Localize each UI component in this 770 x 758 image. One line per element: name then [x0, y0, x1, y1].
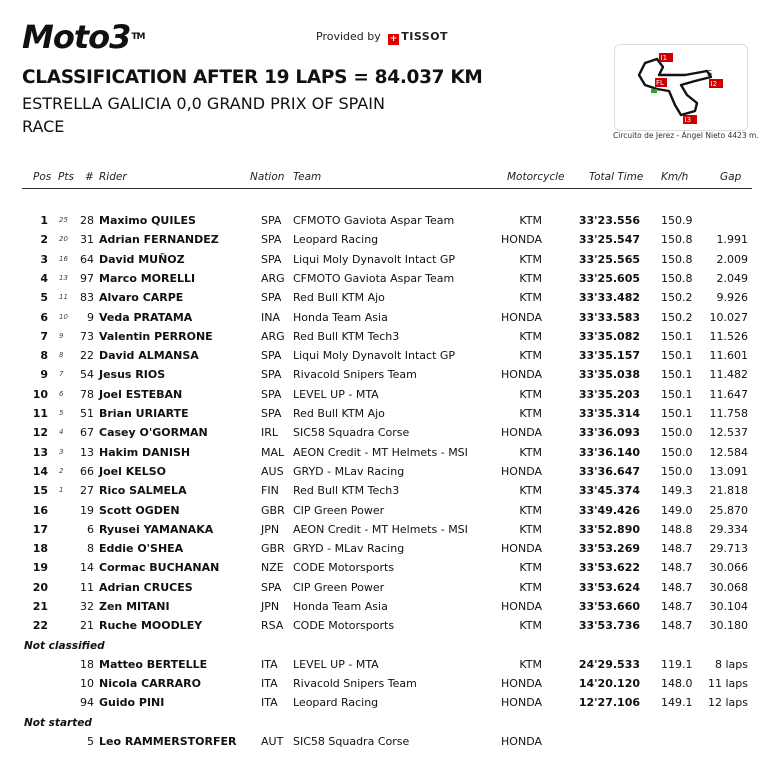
- cell-time: 33'35.157: [578, 349, 640, 362]
- cell-time: 33'35.082: [578, 330, 640, 343]
- cell-moto: KTM: [519, 272, 542, 285]
- cell-gap: 11.758: [709, 407, 748, 420]
- table-row: [0, 694, 770, 713]
- cell-time: 33'53.624: [578, 581, 640, 594]
- svg-text:I3: I3: [684, 116, 692, 124]
- cell-num: 64: [80, 253, 94, 266]
- cell-kmh: 148.7: [661, 600, 693, 613]
- cell-time: 33'49.426: [578, 504, 640, 517]
- cell-gap: 12.584: [709, 446, 748, 459]
- cell-kmh: 119.1: [661, 658, 693, 671]
- cell-kmh: 148.7: [661, 561, 693, 574]
- cell-pts: 6: [59, 390, 64, 398]
- cell-gap: 29.713: [709, 542, 748, 555]
- cell-nation: ARG: [261, 330, 285, 343]
- cell-rider: David MUÑOZ: [99, 253, 185, 266]
- cell-num: 67: [80, 426, 94, 439]
- cell-kmh: 150.1: [661, 388, 693, 401]
- cell-team: SIC58 Squadra Corse: [293, 735, 410, 748]
- cell-team: Red Bull KTM Tech3: [293, 330, 400, 343]
- cell-moto: HONDA: [501, 311, 542, 324]
- cell-team: Rivacold Snipers Team: [293, 368, 417, 381]
- cell-moto: KTM: [519, 619, 542, 632]
- cell-moto: HONDA: [501, 233, 542, 246]
- cell-pts: 5: [59, 409, 64, 417]
- table-row: [0, 386, 770, 405]
- cell-gap: 11.647: [709, 388, 748, 401]
- cell-nation: MAL: [261, 446, 285, 459]
- cell-moto: HONDA: [501, 600, 542, 613]
- cell-team: AEON Credit - MT Helmets - MSI: [293, 446, 468, 459]
- table-row: [0, 231, 770, 250]
- table-row: [0, 675, 770, 694]
- cell-nation: JPN: [261, 600, 280, 613]
- table-row: [0, 405, 770, 424]
- cell-rider: David ALMANSA: [99, 349, 199, 362]
- cell-pts: 13: [59, 274, 68, 282]
- cell-moto: KTM: [519, 407, 542, 420]
- cell-moto: KTM: [519, 388, 542, 401]
- cell-pos: 8: [40, 349, 48, 362]
- cell-moto: KTM: [519, 523, 542, 536]
- cell-gap: 12 laps: [707, 696, 748, 709]
- cell-pts: 9: [59, 332, 64, 340]
- cell-nation: SPA: [261, 214, 282, 227]
- cell-num: 5: [87, 735, 94, 748]
- cell-rider: Alvaro CARPE: [99, 291, 184, 304]
- cell-nation: AUS: [261, 465, 284, 478]
- cell-pos: 14: [32, 465, 48, 478]
- col-num: #: [85, 171, 94, 183]
- cell-nation: NZE: [261, 561, 284, 574]
- cell-time: 33'35.314: [578, 407, 640, 420]
- col-kmh: Km/h: [661, 171, 689, 183]
- table-row: [0, 502, 770, 521]
- cell-team: Red Bull KTM Ajo: [293, 291, 385, 304]
- event-name: ESTRELLA GALICIA 0,0 GRAND PRIX OF SPAIN: [22, 94, 385, 113]
- table-row: [0, 251, 770, 270]
- cell-team: GRYD - MLav Racing: [293, 542, 405, 555]
- cell-num: 19: [80, 504, 94, 517]
- cell-pos: 11: [32, 407, 48, 420]
- cell-pos: 13: [32, 446, 48, 459]
- cell-rider: Veda PRATAMA: [99, 311, 193, 324]
- cell-kmh: 150.1: [661, 368, 693, 381]
- table-row: [0, 270, 770, 289]
- cell-nation: GBR: [261, 504, 285, 517]
- cell-num: 54: [80, 368, 94, 381]
- cell-time: 33'35.203: [578, 388, 640, 401]
- cell-kmh: 148.7: [661, 542, 693, 555]
- cell-time: 12'27.106: [578, 696, 640, 709]
- cell-team: Rivacold Snipers Team: [293, 677, 417, 690]
- cell-moto: HONDA: [501, 735, 542, 748]
- cell-gap: 2.049: [716, 272, 748, 285]
- cell-team: CIP Green Power: [293, 581, 385, 594]
- cell-pos: 19: [32, 561, 48, 574]
- cell-gap: 29.334: [709, 523, 748, 536]
- cell-rider: Brian URIARTE: [99, 407, 189, 420]
- cell-team: Leopard Racing: [293, 696, 379, 709]
- cell-pts: 11: [59, 293, 68, 301]
- cell-nation: IRL: [261, 426, 279, 439]
- cell-rider: Matteo BERTELLE: [99, 658, 208, 671]
- cell-team: Liqui Moly Dynavolt Intact GP: [293, 253, 456, 266]
- svg-text:I1: I1: [660, 54, 668, 62]
- cell-time: 33'36.140: [578, 446, 640, 459]
- cell-num: 18: [80, 658, 94, 671]
- cell-gap: 1.991: [716, 233, 748, 246]
- cell-gap: 30.066: [709, 561, 748, 574]
- cell-nation: SPA: [261, 581, 282, 594]
- cell-rider: Scott OGDEN: [99, 504, 180, 517]
- cell-pts: 3: [59, 448, 64, 456]
- cell-pts: 1: [59, 486, 64, 494]
- cell-pos: 12: [32, 426, 48, 439]
- cell-team: Honda Team Asia: [293, 311, 388, 324]
- cell-rider: Cormac BUCHANAN: [99, 561, 220, 574]
- cell-nation: FIN: [261, 484, 279, 497]
- cell-moto: KTM: [519, 561, 542, 574]
- cell-pos: 5: [40, 291, 48, 304]
- cell-nation: SPA: [261, 368, 282, 381]
- cell-num: 13: [80, 446, 94, 459]
- cell-moto: KTM: [519, 658, 542, 671]
- cell-pos: 15: [32, 484, 48, 497]
- cell-time: 14'20.120: [578, 677, 640, 690]
- circuit-map: [614, 44, 748, 131]
- cell-pos: 4: [40, 272, 48, 285]
- cell-rider: Nicola CARRARO: [99, 677, 201, 690]
- table-row: [0, 328, 770, 347]
- circuit-map-icon: [615, 45, 747, 130]
- circuit-caption: Circuito de Jerez - Ángel Nieto 4423 m.: [613, 131, 759, 140]
- svg-text:FL: FL: [656, 79, 664, 87]
- cell-nation: INA: [261, 311, 280, 324]
- cell-moto: HONDA: [501, 542, 542, 555]
- svg-text:I2: I2: [710, 80, 718, 88]
- cell-team: LEVEL UP - MTA: [293, 388, 379, 401]
- cell-time: 33'36.647: [578, 465, 640, 478]
- cell-time: 24'29.533: [578, 658, 640, 671]
- cell-kmh: 150.9: [661, 214, 693, 227]
- table-row: [0, 598, 770, 617]
- cell-time: 33'53.269: [578, 542, 640, 555]
- cell-nation: RSA: [261, 619, 284, 632]
- cell-team: Liqui Moly Dynavolt Intact GP: [293, 349, 456, 362]
- cell-rider: Rico SALMELA: [99, 484, 187, 497]
- cell-nation: AUT: [261, 735, 284, 748]
- cell-team: Honda Team Asia: [293, 600, 388, 613]
- cell-gap: 12.537: [709, 426, 748, 439]
- cell-time: 33'53.736: [578, 619, 640, 632]
- cell-gap: 11 laps: [707, 677, 748, 690]
- col-pos: Pos: [33, 171, 52, 183]
- cell-moto: HONDA: [501, 696, 542, 709]
- svg-text:S: S: [707, 69, 713, 78]
- cell-gap: 21.818: [709, 484, 748, 497]
- cell-rider: Joel ESTEBAN: [99, 388, 183, 401]
- cell-time: 33'36.093: [578, 426, 640, 439]
- cell-num: 51: [80, 407, 94, 420]
- cell-gap: 25.870: [709, 504, 748, 517]
- cell-rider: Casey O'GORMAN: [99, 426, 208, 439]
- cell-rider: Eddie O'SHEA: [99, 542, 184, 555]
- cell-num: 6: [87, 523, 94, 536]
- cell-time: 33'35.038: [578, 368, 640, 381]
- cell-team: SIC58 Squadra Corse: [293, 426, 410, 439]
- cell-moto: KTM: [519, 484, 542, 497]
- moto3-logo: Moto3™: [22, 18, 145, 56]
- cell-nation: SPA: [261, 253, 282, 266]
- cell-num: 31: [80, 233, 94, 246]
- cell-nation: ITA: [261, 677, 278, 690]
- table-row: [0, 424, 770, 443]
- cell-rider: Guido PINI: [99, 696, 165, 709]
- cell-nation: GBR: [261, 542, 285, 555]
- cell-pos: 17: [32, 523, 48, 536]
- cell-gap: 30.180: [709, 619, 748, 632]
- cell-nation: JPN: [261, 523, 280, 536]
- cell-rider: Maximo QUILES: [99, 214, 196, 227]
- cell-rider: Ruche MOODLEY: [99, 619, 203, 632]
- cell-gap: 11.601: [709, 349, 748, 362]
- cell-pts: 10: [59, 313, 68, 321]
- cell-kmh: 150.0: [661, 446, 693, 459]
- cell-num: 78: [80, 388, 94, 401]
- table-row: [0, 347, 770, 366]
- table-row: [0, 212, 770, 231]
- cell-num: 28: [80, 214, 94, 227]
- cell-rider: Zen MITANI: [99, 600, 170, 613]
- cell-time: 33'52.890: [578, 523, 640, 536]
- cell-moto: KTM: [519, 214, 542, 227]
- cell-time: 33'33.482: [578, 291, 640, 304]
- col-gap: Gap: [720, 171, 742, 183]
- cell-kmh: 150.2: [661, 291, 693, 304]
- cell-gap: 30.068: [709, 581, 748, 594]
- cell-pos: 20: [32, 581, 48, 594]
- cell-team: CIP Green Power: [293, 504, 385, 517]
- cell-num: 10: [80, 677, 94, 690]
- cell-gap: 8 laps: [714, 658, 748, 671]
- cell-gap: 2.009: [716, 253, 748, 266]
- table-row: [0, 656, 770, 675]
- cell-time: 33'33.583: [578, 311, 640, 324]
- cell-pts: 4: [59, 428, 64, 436]
- cell-kmh: 150.0: [661, 426, 693, 439]
- cell-moto: KTM: [519, 291, 542, 304]
- cell-moto: HONDA: [501, 465, 542, 478]
- cell-pos: 10: [32, 388, 48, 401]
- cell-kmh: 150.8: [661, 253, 693, 266]
- cell-moto: KTM: [519, 253, 542, 266]
- cell-kmh: 148.0: [661, 677, 693, 690]
- col-pts: Pts: [58, 171, 74, 183]
- cell-num: 27: [80, 484, 94, 497]
- table-row: [0, 579, 770, 598]
- cell-team: LEVEL UP - MTA: [293, 658, 379, 671]
- cell-team: Leopard Racing: [293, 233, 379, 246]
- cell-rider: Leo RAMMERSTORFER: [99, 735, 237, 748]
- cell-nation: SPA: [261, 233, 282, 246]
- cell-team: CFMOTO Gaviota Aspar Team: [293, 272, 455, 285]
- cell-nation: ARG: [261, 272, 285, 285]
- cell-team: AEON Credit - MT Helmets - MSI: [293, 523, 468, 536]
- cell-num: 21: [80, 619, 94, 632]
- cell-pts: 25: [59, 216, 68, 224]
- cell-time: 33'53.660: [578, 600, 640, 613]
- cell-pts: 7: [59, 370, 64, 378]
- sponsor-line: [316, 30, 448, 45]
- cell-pos: 2: [40, 233, 48, 246]
- page-title: CLASSIFICATION AFTER 19 LAPS = 84.037 KM: [22, 67, 483, 88]
- tissot-logo: + TISSOT: [389, 30, 449, 44]
- cell-gap: 11.526: [709, 330, 748, 343]
- col-motorcycle: Motorcycle: [507, 171, 565, 183]
- cell-moto: HONDA: [501, 677, 542, 690]
- cell-num: 97: [80, 272, 94, 285]
- cell-pts: 16: [59, 255, 68, 263]
- table-row: [0, 482, 770, 501]
- cell-num: 14: [80, 561, 94, 574]
- cell-team: Red Bull KTM Tech3: [293, 484, 400, 497]
- table-row: [0, 617, 770, 636]
- table-row: [0, 521, 770, 540]
- header-divider: [22, 188, 752, 189]
- section-not-started: Not started: [24, 717, 92, 729]
- provided-by-text: Provided by: [316, 30, 381, 43]
- cell-num: 11: [80, 581, 94, 594]
- cell-kmh: 149.3: [661, 484, 693, 497]
- cell-time: 33'53.622: [578, 561, 640, 574]
- col-team: Team: [293, 171, 322, 183]
- cell-pos: 9: [40, 368, 48, 381]
- cell-moto: KTM: [519, 349, 542, 362]
- cell-moto: KTM: [519, 504, 542, 517]
- cell-nation: ITA: [261, 658, 278, 671]
- cell-num: 66: [80, 465, 94, 478]
- cell-num: 32: [80, 600, 94, 613]
- cell-nation: ITA: [261, 696, 278, 709]
- cell-num: 94: [80, 696, 94, 709]
- cell-kmh: 150.1: [661, 330, 693, 343]
- table-row: [0, 366, 770, 385]
- cell-kmh: 148.8: [661, 523, 693, 536]
- cell-kmh: 150.8: [661, 272, 693, 285]
- cell-pos: 22: [32, 619, 48, 632]
- cell-moto: HONDA: [501, 426, 542, 439]
- cell-pos: 18: [32, 542, 48, 555]
- table-row: [0, 540, 770, 559]
- cell-nation: SPA: [261, 349, 282, 362]
- cell-gap: 11.482: [709, 368, 748, 381]
- cell-nation: SPA: [261, 388, 282, 401]
- cell-gap: 9.926: [716, 291, 748, 304]
- cell-num: 8: [87, 542, 94, 555]
- cell-team: Red Bull KTM Ajo: [293, 407, 385, 420]
- cell-pos: 3: [40, 253, 48, 266]
- cell-pos: 16: [32, 504, 48, 517]
- cell-rider: Adrian CRUCES: [99, 581, 193, 594]
- cell-nation: SPA: [261, 291, 282, 304]
- cell-pts: 2: [59, 467, 64, 475]
- cell-pts: 20: [59, 235, 68, 243]
- cell-pos: 1: [40, 214, 48, 227]
- cell-gap: 10.027: [709, 311, 748, 324]
- col-nation: Nation: [250, 171, 285, 183]
- cell-pts: 8: [59, 351, 64, 359]
- cell-time: 33'25.547: [578, 233, 640, 246]
- cell-rider: Adrian FERNANDEZ: [99, 233, 219, 246]
- cell-kmh: 148.7: [661, 619, 693, 632]
- cell-kmh: 150.1: [661, 407, 693, 420]
- table-row: [0, 559, 770, 578]
- cell-num: 83: [80, 291, 94, 304]
- table-row: [0, 444, 770, 463]
- cell-time: 33'25.605: [578, 272, 640, 285]
- cell-kmh: 150.2: [661, 311, 693, 324]
- cell-time: 33'23.556: [578, 214, 640, 227]
- cell-kmh: 150.0: [661, 465, 693, 478]
- cell-team: GRYD - MLav Racing: [293, 465, 405, 478]
- cell-pos: 21: [32, 600, 48, 613]
- cell-num: 73: [80, 330, 94, 343]
- cell-kmh: 148.7: [661, 581, 693, 594]
- cell-kmh: 150.1: [661, 349, 693, 362]
- cell-team: CODE Motorsports: [293, 561, 395, 574]
- cell-moto: KTM: [519, 581, 542, 594]
- cell-num: 9: [87, 311, 94, 324]
- cell-rider: Ryusei YAMANAKA: [99, 523, 214, 536]
- cell-kmh: 150.8: [661, 233, 693, 246]
- cell-team: CFMOTO Gaviota Aspar Team: [293, 214, 455, 227]
- cell-team: CODE Motorsports: [293, 619, 395, 632]
- cell-pos: 7: [40, 330, 48, 343]
- section-not-classified: Not classified: [24, 640, 105, 652]
- cell-rider: Joel KELSO: [99, 465, 167, 478]
- cell-kmh: 149.0: [661, 504, 693, 517]
- cell-gap: 30.104: [709, 600, 748, 613]
- cell-rider: Hakim DANISH: [99, 446, 191, 459]
- table-row: [0, 463, 770, 482]
- swiss-cross-icon: +: [389, 34, 398, 44]
- cell-rider: Valentin PERRONE: [99, 330, 213, 343]
- cell-rider: Jesus RIOS: [99, 368, 166, 381]
- cell-pos: 6: [40, 311, 48, 324]
- cell-nation: SPA: [261, 407, 282, 420]
- table-row: [0, 733, 770, 752]
- cell-num: 22: [80, 349, 94, 362]
- cell-moto: HONDA: [501, 368, 542, 381]
- cell-rider: Marco MORELLI: [99, 272, 196, 285]
- cell-gap: 13.091: [709, 465, 748, 478]
- table-row: [0, 289, 770, 308]
- col-rider: Rider: [99, 171, 127, 183]
- col-total-time: Total Time: [589, 171, 644, 183]
- table-row: [0, 309, 770, 328]
- cell-kmh: 149.1: [661, 696, 693, 709]
- session-name: RACE: [22, 117, 65, 136]
- cell-moto: KTM: [519, 330, 542, 343]
- cell-time: 33'25.565: [578, 253, 640, 266]
- cell-moto: KTM: [519, 446, 542, 459]
- cell-time: 33'45.374: [578, 484, 640, 497]
